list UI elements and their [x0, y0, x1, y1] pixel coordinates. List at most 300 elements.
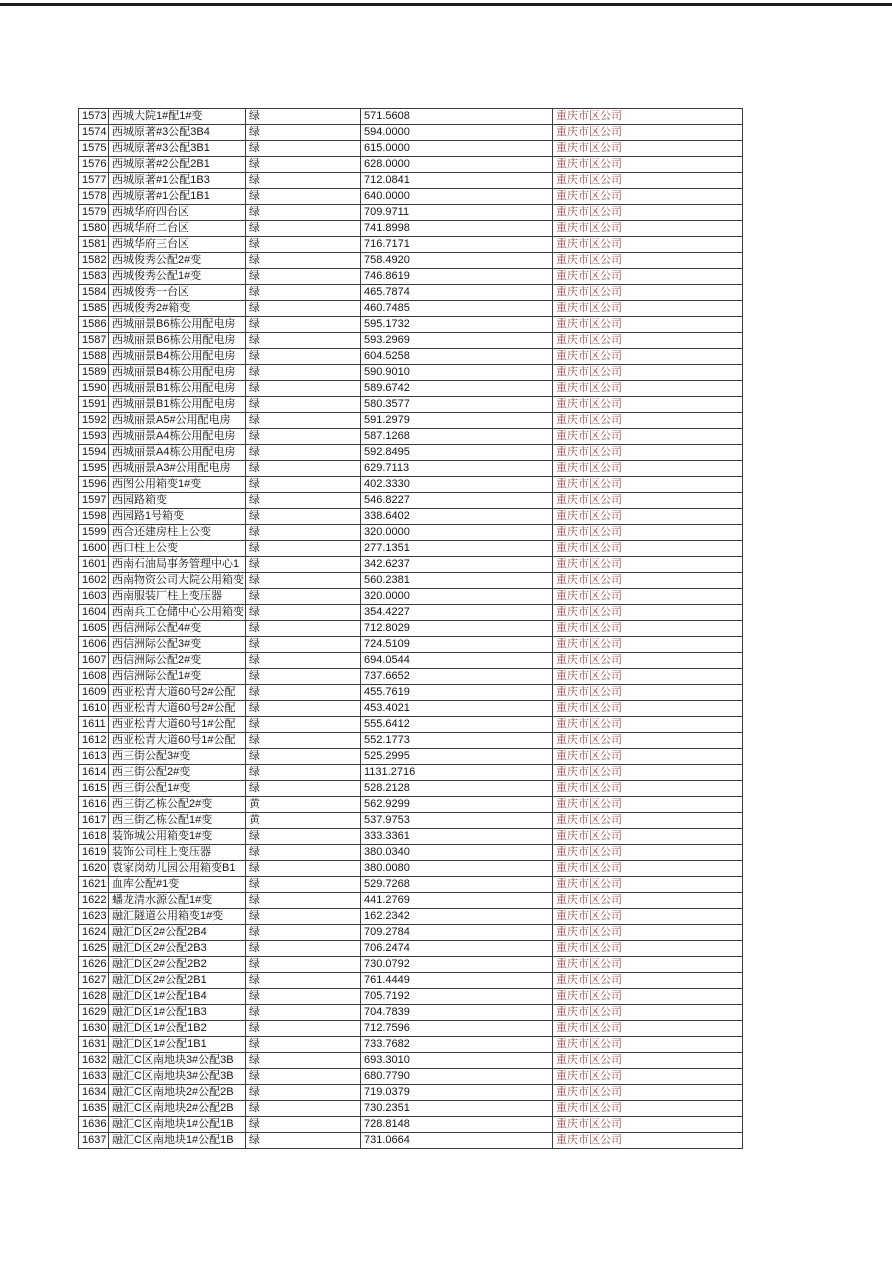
name-cell: 西城华府三台区 [109, 237, 246, 253]
status-cell: 绿 [246, 829, 361, 845]
table-row [79, 653, 743, 669]
company-cell: 重庆市区公司 [553, 285, 743, 301]
value-cell: 712.8029 [361, 621, 553, 637]
table-row [79, 205, 743, 221]
status-cell: 绿 [246, 1005, 361, 1021]
name-cell: 西口柱上公变 [109, 541, 246, 557]
company-cell: 重庆市区公司 [553, 429, 743, 445]
name-cell: 西城俊秀2#箱变 [109, 301, 246, 317]
value-cell: 589.6742 [361, 381, 553, 397]
name-cell: 西城丽景A5#公用配电房 [109, 413, 246, 429]
value-cell: 529.7268 [361, 877, 553, 893]
table-row [79, 141, 743, 157]
company-cell: 重庆市区公司 [553, 845, 743, 861]
status-cell: 绿 [246, 957, 361, 973]
table-row [79, 973, 743, 989]
company-cell: 重庆市区公司 [553, 269, 743, 285]
row-index-cell: 1617 [79, 813, 109, 829]
company-cell: 重庆市区公司 [553, 717, 743, 733]
status-cell: 绿 [246, 1133, 361, 1149]
row-index-cell: 1579 [79, 205, 109, 221]
name-cell: 融汇D区2#公配2B3 [109, 941, 246, 957]
row-index-cell: 1583 [79, 269, 109, 285]
row-index-cell: 1578 [79, 189, 109, 205]
value-cell: 730.0792 [361, 957, 553, 973]
status-cell: 绿 [246, 253, 361, 269]
value-cell: 455.7619 [361, 685, 553, 701]
value-cell: 593.2969 [361, 333, 553, 349]
status-cell: 绿 [246, 173, 361, 189]
value-cell: 731.0664 [361, 1133, 553, 1149]
table-row [79, 637, 743, 653]
table-row [79, 237, 743, 253]
name-cell: 西园路1号箱变 [109, 509, 246, 525]
name-cell: 融汇C区南地块1#公配1B [109, 1117, 246, 1133]
value-cell: 380.0080 [361, 861, 553, 877]
value-cell: 761.4449 [361, 973, 553, 989]
table-row [79, 941, 743, 957]
table-row [79, 221, 743, 237]
row-index-cell: 1618 [79, 829, 109, 845]
status-cell: 绿 [246, 573, 361, 589]
row-index-cell: 1626 [79, 957, 109, 973]
value-cell: 712.7596 [361, 1021, 553, 1037]
company-cell: 重庆市区公司 [553, 141, 743, 157]
status-cell: 绿 [246, 733, 361, 749]
value-cell: 587.1268 [361, 429, 553, 445]
status-cell: 绿 [246, 509, 361, 525]
value-cell: 441.2769 [361, 893, 553, 909]
company-cell: 重庆市区公司 [553, 541, 743, 557]
table-row [79, 669, 743, 685]
status-cell: 绿 [246, 685, 361, 701]
name-cell: 西三街公配1#变 [109, 781, 246, 797]
row-index-cell: 1599 [79, 525, 109, 541]
table-row [79, 1037, 743, 1053]
company-cell: 重庆市区公司 [553, 733, 743, 749]
value-cell: 594.0000 [361, 125, 553, 141]
row-index-cell: 1615 [79, 781, 109, 797]
company-cell: 重庆市区公司 [553, 157, 743, 173]
name-cell: 西城原著#3公配3B1 [109, 141, 246, 157]
company-cell: 重庆市区公司 [553, 189, 743, 205]
value-cell: 604.5258 [361, 349, 553, 365]
row-index-cell: 1623 [79, 909, 109, 925]
table-row [79, 349, 743, 365]
status-cell: 黄 [246, 797, 361, 813]
table-row [79, 461, 743, 477]
name-cell: 西信洲际公配2#变 [109, 653, 246, 669]
value-cell: 537.9753 [361, 813, 553, 829]
row-index-cell: 1580 [79, 221, 109, 237]
table-row [79, 685, 743, 701]
row-index-cell: 1573 [79, 109, 109, 125]
row-index-cell: 1603 [79, 589, 109, 605]
company-cell: 重庆市区公司 [553, 445, 743, 461]
value-cell: 528.2128 [361, 781, 553, 797]
company-cell: 重庆市区公司 [553, 877, 743, 893]
row-index-cell: 1594 [79, 445, 109, 461]
row-index-cell: 1632 [79, 1053, 109, 1069]
row-index-cell: 1593 [79, 429, 109, 445]
name-cell: 融汇C区南地块1#公配1B [109, 1133, 246, 1149]
company-cell: 重庆市区公司 [553, 813, 743, 829]
name-cell: 西信洲际公配4#变 [109, 621, 246, 637]
value-cell: 590.9010 [361, 365, 553, 381]
name-cell: 西亚松青大道60号1#公配 [109, 717, 246, 733]
status-cell: 绿 [246, 381, 361, 397]
table-row [79, 621, 743, 637]
status-cell: 绿 [246, 861, 361, 877]
name-cell: 西城俊秀公配2#变 [109, 253, 246, 269]
name-cell: 西亚松青大道60号2#公配 [109, 685, 246, 701]
name-cell: 融汇C区南地块2#公配2B [109, 1085, 246, 1101]
name-cell: 西城原著#1公配1B3 [109, 173, 246, 189]
name-cell: 西信洲际公配1#变 [109, 669, 246, 685]
name-cell: 袁家岗幼儿园公用箱变B1 [109, 861, 246, 877]
company-cell: 重庆市区公司 [553, 957, 743, 973]
name-cell: 西城华府二台区 [109, 221, 246, 237]
status-cell: 绿 [246, 1069, 361, 1085]
status-cell: 绿 [246, 669, 361, 685]
company-cell: 重庆市区公司 [553, 509, 743, 525]
company-cell: 重庆市区公司 [553, 125, 743, 141]
status-cell: 绿 [246, 477, 361, 493]
row-index-cell: 1597 [79, 493, 109, 509]
name-cell: 西南服装厂柱上变压器 [109, 589, 246, 605]
company-cell: 重庆市区公司 [553, 1005, 743, 1021]
value-cell: 546.8227 [361, 493, 553, 509]
row-index-cell: 1602 [79, 573, 109, 589]
status-cell: 绿 [246, 893, 361, 909]
company-cell: 重庆市区公司 [553, 205, 743, 221]
table-row [79, 173, 743, 189]
name-cell: 融汇D区2#公配2B2 [109, 957, 246, 973]
row-index-cell: 1633 [79, 1069, 109, 1085]
value-cell: 525.2995 [361, 749, 553, 765]
status-cell: 绿 [246, 493, 361, 509]
company-cell: 重庆市区公司 [553, 1069, 743, 1085]
name-cell: 西三街乙栋公配2#变 [109, 797, 246, 813]
table-row [79, 1085, 743, 1101]
value-cell: 465.7874 [361, 285, 553, 301]
name-cell: 融汇C区南地块3#公配3B [109, 1053, 246, 1069]
transformer-data-table [78, 108, 743, 1149]
row-index-cell: 1598 [79, 509, 109, 525]
name-cell: 西城丽景B1栋公用配电房 [109, 397, 246, 413]
page-top-rule [0, 3, 892, 6]
value-cell: 320.0000 [361, 589, 553, 605]
company-cell: 重庆市区公司 [553, 1053, 743, 1069]
row-index-cell: 1605 [79, 621, 109, 637]
table-row [79, 333, 743, 349]
name-cell: 融汇D区2#公配2B4 [109, 925, 246, 941]
value-cell: 746.8619 [361, 269, 553, 285]
table-row [79, 845, 743, 861]
status-cell: 绿 [246, 557, 361, 573]
status-cell: 绿 [246, 845, 361, 861]
status-cell: 绿 [246, 301, 361, 317]
value-cell: 320.0000 [361, 525, 553, 541]
status-cell: 绿 [246, 989, 361, 1005]
status-cell: 绿 [246, 333, 361, 349]
company-cell: 重庆市区公司 [553, 573, 743, 589]
table-row [79, 397, 743, 413]
table-row [79, 701, 743, 717]
row-index-cell: 1619 [79, 845, 109, 861]
value-cell: 704.7839 [361, 1005, 553, 1021]
name-cell: 西城丽景A4栋公用配电房 [109, 445, 246, 461]
status-cell: 绿 [246, 429, 361, 445]
name-cell: 西城原著#3公配3B4 [109, 125, 246, 141]
status-cell: 绿 [246, 1021, 361, 1037]
name-cell: 融汇D区1#公配1B2 [109, 1021, 246, 1037]
row-index-cell: 1612 [79, 733, 109, 749]
value-cell: 737.6652 [361, 669, 553, 685]
row-index-cell: 1634 [79, 1085, 109, 1101]
row-index-cell: 1627 [79, 973, 109, 989]
value-cell: 694.0544 [361, 653, 553, 669]
name-cell: 西城丽景B4栋公用配电房 [109, 365, 246, 381]
value-cell: 333.3361 [361, 829, 553, 845]
status-cell: 绿 [246, 653, 361, 669]
company-cell: 重庆市区公司 [553, 413, 743, 429]
company-cell: 重庆市区公司 [553, 557, 743, 573]
company-cell: 重庆市区公司 [553, 301, 743, 317]
status-cell: 绿 [246, 141, 361, 157]
value-cell: 555.6412 [361, 717, 553, 733]
row-index-cell: 1622 [79, 893, 109, 909]
status-cell: 绿 [246, 109, 361, 125]
table-row [79, 269, 743, 285]
row-index-cell: 1590 [79, 381, 109, 397]
name-cell: 西城俊秀一台区 [109, 285, 246, 301]
status-cell: 绿 [246, 1117, 361, 1133]
table-row [79, 861, 743, 877]
row-index-cell: 1609 [79, 685, 109, 701]
table-row [79, 493, 743, 509]
value-cell: 591.2979 [361, 413, 553, 429]
row-index-cell: 1592 [79, 413, 109, 429]
row-index-cell: 1576 [79, 157, 109, 173]
table-row [79, 893, 743, 909]
row-index-cell: 1577 [79, 173, 109, 189]
row-index-cell: 1601 [79, 557, 109, 573]
company-cell: 重庆市区公司 [553, 1085, 743, 1101]
status-cell: 绿 [246, 1037, 361, 1053]
row-index-cell: 1625 [79, 941, 109, 957]
value-cell: 562.9299 [361, 797, 553, 813]
row-index-cell: 1613 [79, 749, 109, 765]
row-index-cell: 1608 [79, 669, 109, 685]
status-cell: 绿 [246, 765, 361, 781]
table-row [79, 557, 743, 573]
table-row [79, 413, 743, 429]
value-cell: 741.8998 [361, 221, 553, 237]
value-cell: 716.7171 [361, 237, 553, 253]
name-cell: 西城大院1#配1#变 [109, 109, 246, 125]
table-row [79, 1133, 743, 1149]
row-index-cell: 1624 [79, 925, 109, 941]
table-row [79, 781, 743, 797]
name-cell: 融汇隧道公用箱变1#变 [109, 909, 246, 925]
row-index-cell: 1620 [79, 861, 109, 877]
name-cell: 西三街乙栋公配1#变 [109, 813, 246, 829]
name-cell: 西合还建房柱上公变 [109, 525, 246, 541]
table-row [79, 525, 743, 541]
name-cell: 西亚松青大道60号2#公配 [109, 701, 246, 717]
company-cell: 重庆市区公司 [553, 765, 743, 781]
status-cell: 绿 [246, 1101, 361, 1117]
company-cell: 重庆市区公司 [553, 669, 743, 685]
company-cell: 重庆市区公司 [553, 253, 743, 269]
table-row [79, 1101, 743, 1117]
status-cell: 绿 [246, 317, 361, 333]
row-index-cell: 1596 [79, 477, 109, 493]
status-cell: 绿 [246, 749, 361, 765]
company-cell: 重庆市区公司 [553, 1101, 743, 1117]
status-cell: 绿 [246, 925, 361, 941]
name-cell: 西三街公配3#变 [109, 749, 246, 765]
company-cell: 重庆市区公司 [553, 685, 743, 701]
table-row [79, 909, 743, 925]
value-cell: 595.1732 [361, 317, 553, 333]
table-row [79, 1053, 743, 1069]
row-index-cell: 1637 [79, 1133, 109, 1149]
row-index-cell: 1607 [79, 653, 109, 669]
value-cell: 402.3330 [361, 477, 553, 493]
table-row [79, 125, 743, 141]
table-row [79, 109, 743, 125]
row-index-cell: 1621 [79, 877, 109, 893]
row-index-cell: 1631 [79, 1037, 109, 1053]
row-index-cell: 1635 [79, 1101, 109, 1117]
name-cell: 西城丽景A4栋公用配电房 [109, 429, 246, 445]
value-cell: 629.7113 [361, 461, 553, 477]
table-row [79, 989, 743, 1005]
status-cell: 绿 [246, 973, 361, 989]
value-cell: 706.2474 [361, 941, 553, 957]
value-cell: 380.0340 [361, 845, 553, 861]
value-cell: 460.7485 [361, 301, 553, 317]
table-row [79, 1069, 743, 1085]
value-cell: 560.2381 [361, 573, 553, 589]
row-index-cell: 1611 [79, 717, 109, 733]
value-cell: 693.3010 [361, 1053, 553, 1069]
company-cell: 重庆市区公司 [553, 925, 743, 941]
status-cell: 绿 [246, 909, 361, 925]
name-cell: 西城华府四台区 [109, 205, 246, 221]
value-cell: 277.1351 [361, 541, 553, 557]
company-cell: 重庆市区公司 [553, 381, 743, 397]
name-cell: 融汇D区1#公配1B4 [109, 989, 246, 1005]
row-index-cell: 1610 [79, 701, 109, 717]
status-cell: 绿 [246, 413, 361, 429]
table-row [79, 733, 743, 749]
row-index-cell: 1587 [79, 333, 109, 349]
table-row [79, 429, 743, 445]
table-body [79, 109, 743, 1149]
company-cell: 重庆市区公司 [553, 605, 743, 621]
table-row [79, 589, 743, 605]
status-cell: 黄 [246, 813, 361, 829]
company-cell: 重庆市区公司 [553, 829, 743, 845]
row-index-cell: 1589 [79, 365, 109, 381]
value-cell: 453.4021 [361, 701, 553, 717]
value-cell: 571.5608 [361, 109, 553, 125]
table-row [79, 445, 743, 461]
row-index-cell: 1585 [79, 301, 109, 317]
table-row [79, 813, 743, 829]
name-cell: 血库公配#1变 [109, 877, 246, 893]
status-cell: 绿 [246, 445, 361, 461]
value-cell: 580.3577 [361, 397, 553, 413]
company-cell: 重庆市区公司 [553, 221, 743, 237]
status-cell: 绿 [246, 781, 361, 797]
status-cell: 绿 [246, 1085, 361, 1101]
name-cell: 融汇C区南地块2#公配2B [109, 1101, 246, 1117]
row-index-cell: 1629 [79, 1005, 109, 1021]
status-cell: 绿 [246, 541, 361, 557]
status-cell: 绿 [246, 525, 361, 541]
table-row [79, 477, 743, 493]
company-cell: 重庆市区公司 [553, 637, 743, 653]
company-cell: 重庆市区公司 [553, 589, 743, 605]
company-cell: 重庆市区公司 [553, 109, 743, 125]
company-cell: 重庆市区公司 [553, 477, 743, 493]
table-row [79, 157, 743, 173]
name-cell: 西南石油局事务管理中心1 [109, 557, 246, 573]
table-row [79, 1005, 743, 1021]
value-cell: 615.0000 [361, 141, 553, 157]
status-cell: 绿 [246, 221, 361, 237]
company-cell: 重庆市区公司 [553, 861, 743, 877]
name-cell: 西亚松青大道60号1#公配 [109, 733, 246, 749]
value-cell: 592.8495 [361, 445, 553, 461]
name-cell: 融汇D区1#公配1B3 [109, 1005, 246, 1021]
row-index-cell: 1604 [79, 605, 109, 621]
status-cell: 绿 [246, 941, 361, 957]
company-cell: 重庆市区公司 [553, 653, 743, 669]
status-cell: 绿 [246, 1053, 361, 1069]
table-row [79, 317, 743, 333]
company-cell: 重庆市区公司 [553, 397, 743, 413]
row-index-cell: 1636 [79, 1117, 109, 1133]
table-row [79, 1021, 743, 1037]
value-cell: 552.1773 [361, 733, 553, 749]
status-cell: 绿 [246, 589, 361, 605]
status-cell: 绿 [246, 205, 361, 221]
name-cell: 西三街公配2#变 [109, 765, 246, 781]
status-cell: 绿 [246, 189, 361, 205]
table-row [79, 509, 743, 525]
status-cell: 绿 [246, 237, 361, 253]
value-cell: 628.0000 [361, 157, 553, 173]
company-cell: 重庆市区公司 [553, 797, 743, 813]
company-cell: 重庆市区公司 [553, 349, 743, 365]
table-row [79, 877, 743, 893]
company-cell: 重庆市区公司 [553, 461, 743, 477]
name-cell: 西城丽景B6栋公用配电房 [109, 317, 246, 333]
value-cell: 758.4920 [361, 253, 553, 269]
value-cell: 342.6237 [361, 557, 553, 573]
company-cell: 重庆市区公司 [553, 1037, 743, 1053]
name-cell: 西城丽景A3#公用配电房 [109, 461, 246, 477]
name-cell: 西城原著#2公配2B1 [109, 157, 246, 173]
table-row [79, 1117, 743, 1133]
value-cell: 354.4227 [361, 605, 553, 621]
name-cell: 融汇D区1#公配1B1 [109, 1037, 246, 1053]
